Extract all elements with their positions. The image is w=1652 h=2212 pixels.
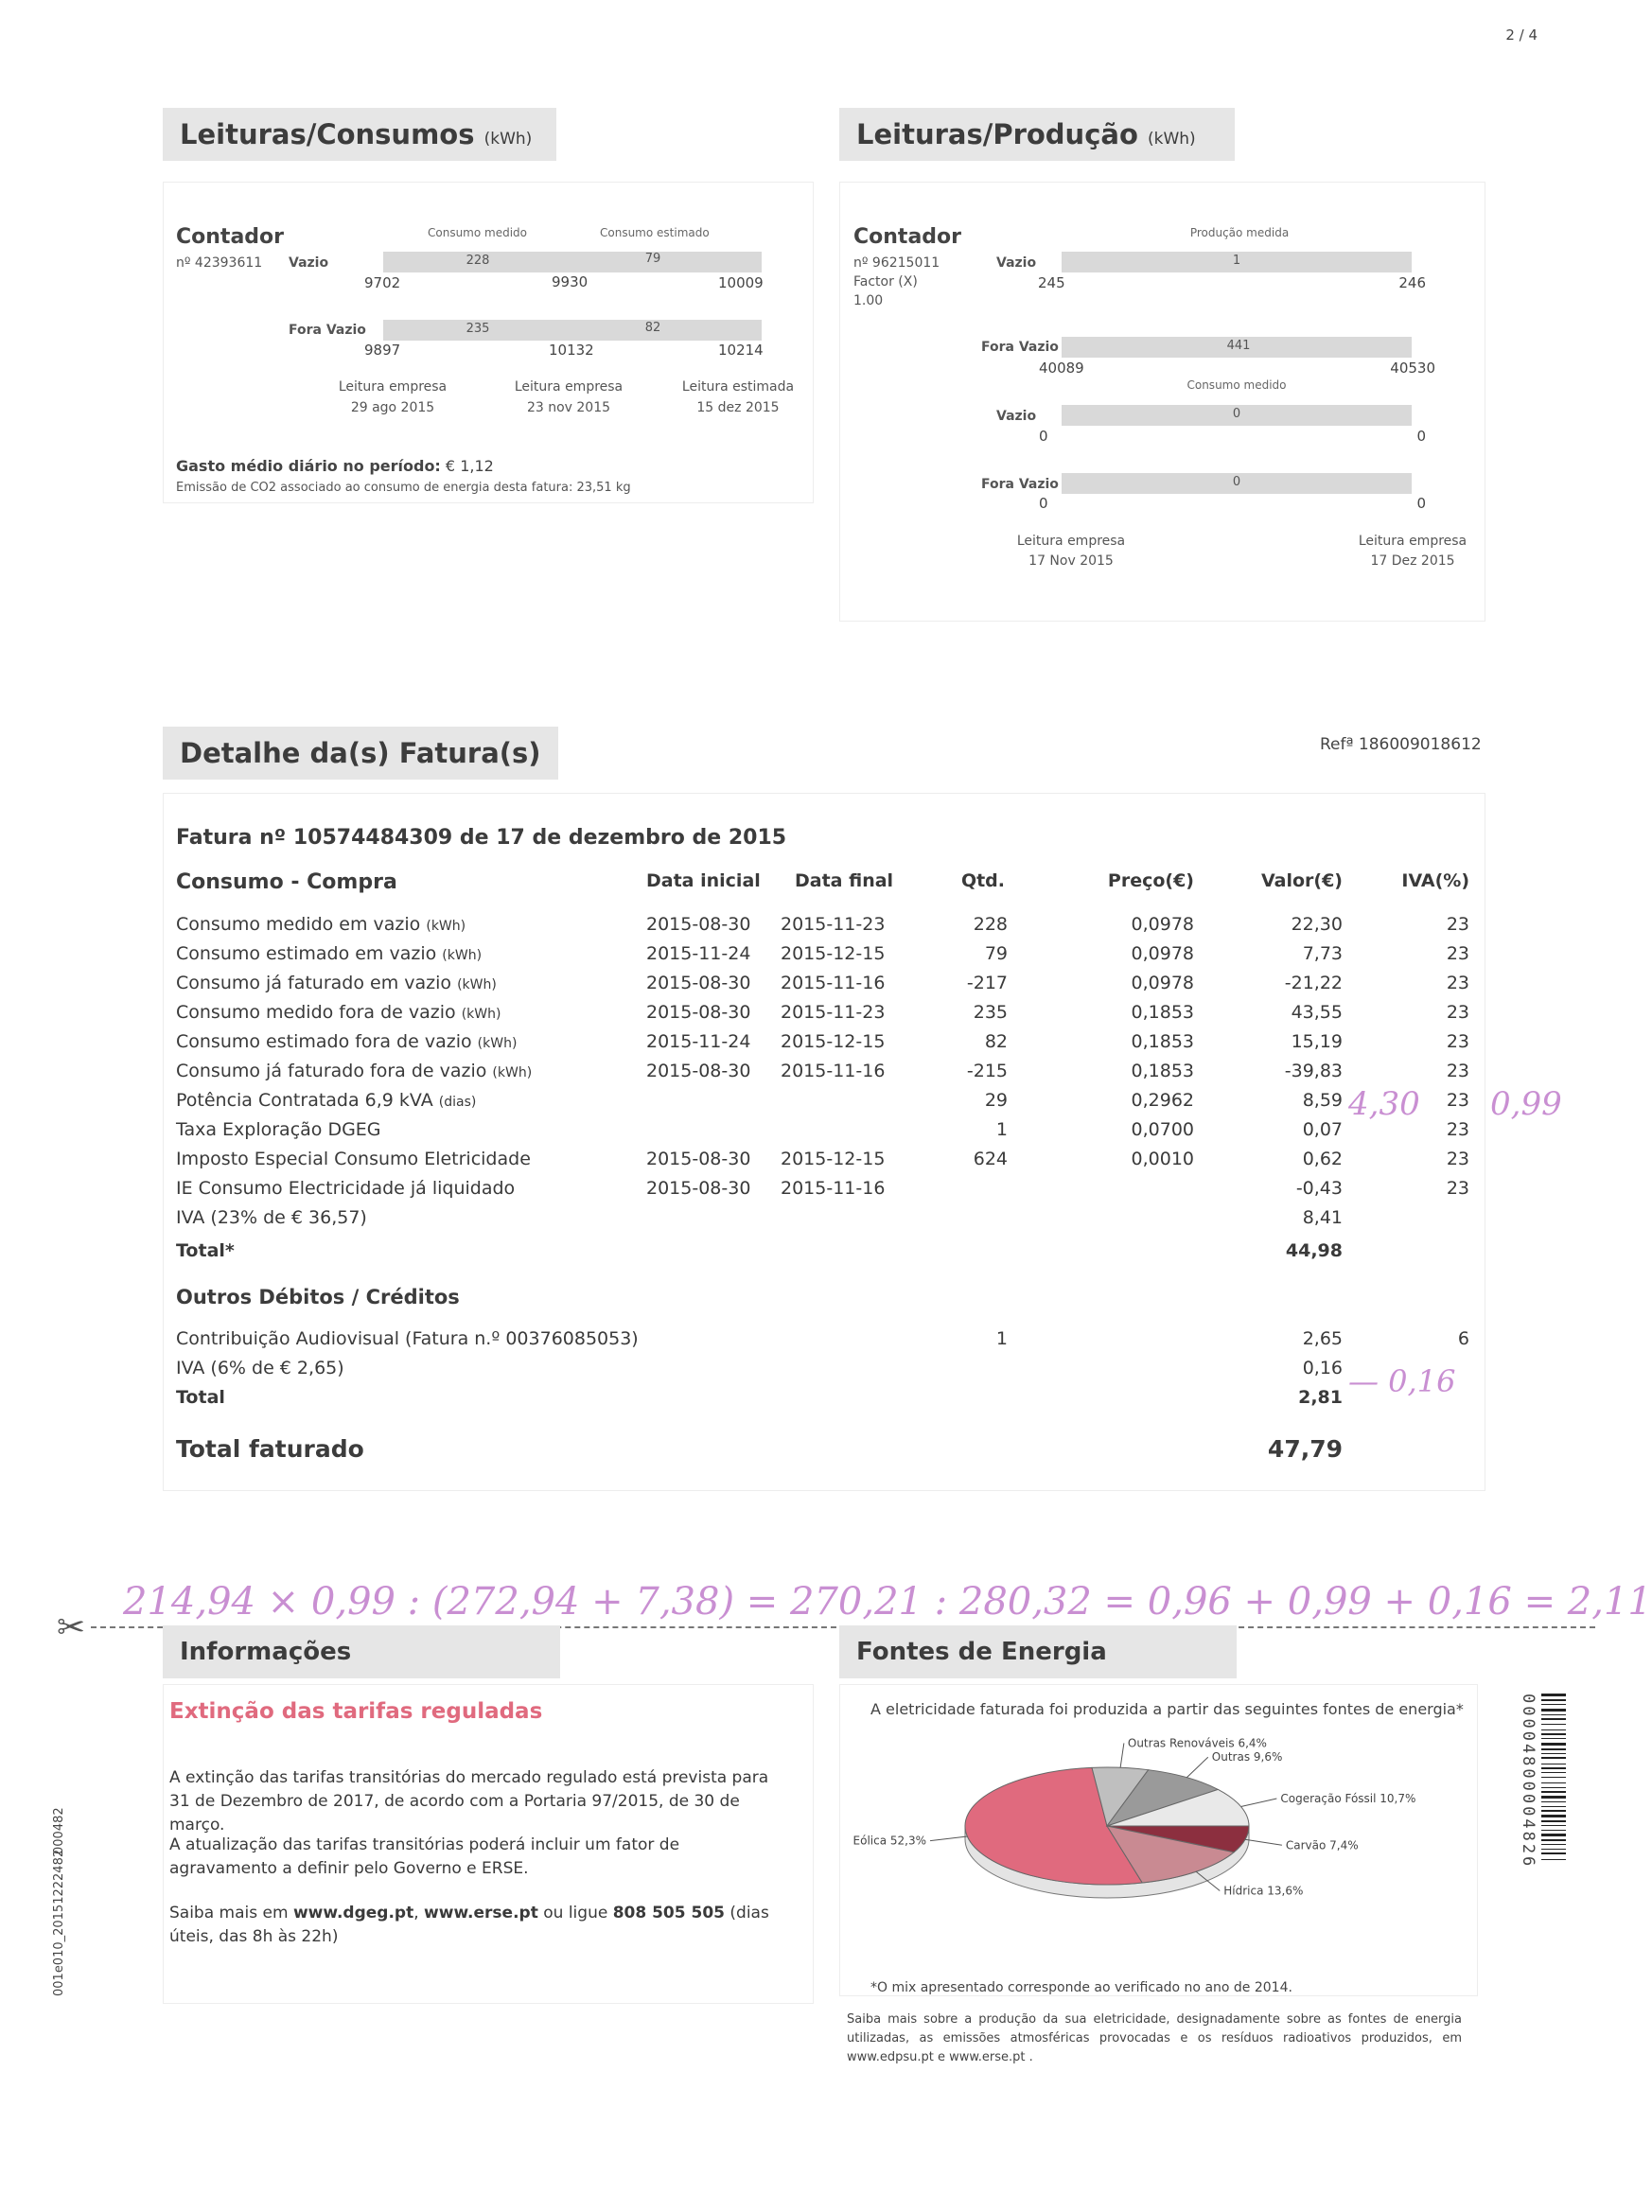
- producao-reading-date: 17 Nov 2015: [1028, 553, 1114, 569]
- pie-label: Hídrica 13,6%: [1223, 1884, 1304, 1898]
- row-start-date: 2015-08-30: [646, 914, 751, 935]
- pie-leader-line: [1186, 1757, 1207, 1778]
- barcode-bar: [1541, 1796, 1566, 1799]
- consumos-bar: [383, 252, 762, 272]
- consumos-reading-date: 23 nov 2015: [526, 400, 611, 415]
- barcode-bar: [1541, 1815, 1566, 1817]
- row-price: 0,0978: [1131, 914, 1194, 935]
- table-row: [0, 1002, 1469, 1031]
- producao-meter-number: nº 96215011: [853, 255, 940, 271]
- co2-emission: Emissão de CO2 associado ao consumo de energia desta fatura: 23,51 kg: [176, 481, 631, 495]
- barcode-bar: [1541, 1791, 1566, 1793]
- consumos-meter-label: Contador: [176, 225, 284, 249]
- producao-reading-type: Leitura empresa: [1016, 534, 1126, 549]
- erse-link[interactable]: www.erse.pt: [424, 1904, 538, 1922]
- row-vat: 23: [1446, 1002, 1469, 1023]
- consumos-reading: 10132: [549, 342, 594, 359]
- outros-value: 0,16: [1302, 1358, 1343, 1378]
- row-start-date: 2015-08-30: [646, 1149, 751, 1169]
- barcode-bar: [1541, 1806, 1566, 1807]
- handwritten-note: 0,99: [1490, 1085, 1562, 1123]
- daily-average-label: Gasto médio diário no período:: [176, 457, 441, 475]
- producao-header-measured: Produção medida: [1189, 226, 1290, 239]
- table-row: [0, 1178, 1469, 1207]
- invoice-title: Fatura nº 10574484309 de 17 de dezembro de 2015: [176, 826, 787, 850]
- barcode-bar: [1541, 1777, 1566, 1778]
- row-start-date: 2015-08-30: [646, 1178, 751, 1199]
- row-end-date: 2015-11-23: [781, 914, 886, 935]
- consumos-reading-date: 29 ago 2015: [350, 400, 435, 415]
- row-end-date: 2015-11-16: [781, 973, 886, 993]
- pie-leader-line: [930, 1836, 967, 1841]
- consumos-row-label: Fora Vazio: [289, 323, 366, 338]
- row-description: [176, 1002, 501, 1023]
- outros-quantity: 1: [995, 1328, 1008, 1349]
- consumos-header-measured: Consumo medido: [428, 226, 528, 239]
- row-vat: 23: [1446, 914, 1469, 935]
- info-paragraph: A atualização das tarifas transitórias poderá incluir um fator de agravamento a definir pelo Governo e ERSE.: [169, 1835, 680, 1878]
- outros-total-value: 2,81: [1298, 1387, 1343, 1408]
- producao-end: 0: [1416, 428, 1426, 445]
- row-description: [176, 1031, 517, 1052]
- row-value: -0,43: [1295, 1178, 1343, 1199]
- producao-value: 0: [1232, 475, 1241, 489]
- producao-value: 441: [1226, 339, 1251, 353]
- producao-end: 40530: [1390, 360, 1435, 377]
- row-value: 0,62: [1302, 1149, 1343, 1169]
- row-description-text: Potência Contratada 6,9 kVA: [176, 1090, 433, 1111]
- outros-value: 2,65: [1302, 1328, 1343, 1349]
- row-description: [176, 973, 497, 993]
- consumos-reading-type: Leitura empresa: [338, 379, 448, 395]
- row-value: 8,59: [1302, 1090, 1343, 1111]
- pie-label: Carvão 7,4%: [1285, 1838, 1359, 1852]
- row-start-date: 2015-08-30: [646, 1002, 751, 1023]
- table-row: [0, 973, 1469, 1002]
- producao-title: [839, 108, 1235, 161]
- handwritten-formula: 214,94 × 0,99 : (272,94 + 7,38) = 270,21 : 280,32 = 0,96 + 0,99 + 0,16 = 2,11: [123, 1580, 1652, 1624]
- barcode-bars: [1541, 1694, 1566, 1977]
- producao-value: 1: [1232, 254, 1241, 268]
- row-end-date: 2015-12-15: [781, 1149, 886, 1169]
- row-quantity: 235: [973, 1002, 1008, 1023]
- page-number: 2 / 4: [1505, 26, 1538, 44]
- consumos-title: [163, 108, 556, 161]
- consumos-header-estimated: Consumo estimado: [600, 226, 710, 239]
- row-description: [176, 914, 466, 935]
- fontes-footer: Saiba mais sobre a produção da sua eletricidade, designadamente sobre as fontes de energia utilizadas, as emissões atmosféricas provocadas e os resíduos radioativos produzidos, em www.edpsu.pt e www.erse.pt .: [847, 2012, 1462, 2064]
- pie-label: Cogeração Fóssil 10,7%: [1280, 1791, 1416, 1805]
- col-start-date-header: Data inicial: [646, 870, 761, 891]
- row-vat: 23: [1446, 1090, 1469, 1111]
- barcode-bar: [1541, 1699, 1566, 1701]
- row-description: [176, 1090, 476, 1111]
- row-quantity: -217: [966, 973, 1008, 993]
- detalhe-title: Detalhe da(s) Fatura(s): [163, 727, 558, 780]
- row-unit: (kWh): [426, 919, 466, 934]
- consumos-reading: 10214: [718, 342, 764, 359]
- info-text: Saiba mais em: [169, 1904, 293, 1922]
- row-price: 0,1853: [1131, 1061, 1194, 1081]
- row-vat: 23: [1446, 1178, 1469, 1199]
- row-unit: (kWh): [457, 977, 497, 992]
- outros-row: [0, 1358, 1438, 1387]
- barcode-bar: [1541, 1830, 1566, 1831]
- barcode-bar: [1541, 1787, 1566, 1788]
- row-description-text: Consumo medido fora de vazio: [176, 1002, 456, 1023]
- producao-row-label: Fora Vazio: [981, 340, 1059, 355]
- consumos-reading: 9930: [552, 273, 589, 290]
- row-description: IVA (23% de € 36,57): [176, 1207, 367, 1228]
- row-end-date: 2015-12-15: [781, 943, 886, 964]
- barcode-bar: [1541, 1859, 1566, 1860]
- side-code-wrap: [52, 1845, 90, 2006]
- table-row: [0, 1149, 1469, 1178]
- row-quantity: 82: [984, 1031, 1008, 1052]
- info-title: Informações: [163, 1625, 560, 1678]
- info-text: (dias úteis, das 8h às 22h): [169, 1904, 769, 1946]
- row-price: 0,0700: [1131, 1119, 1194, 1140]
- row-start-date: 2015-11-24: [646, 943, 751, 964]
- row-start-date: 2015-08-30: [646, 973, 751, 993]
- row-value: -39,83: [1284, 1061, 1343, 1081]
- consumos-measured-value: 228: [466, 254, 490, 268]
- row-quantity: -215: [966, 1061, 1008, 1081]
- row-value: -21,22: [1284, 973, 1343, 993]
- row-description-text: Consumo já faturado em vazio: [176, 973, 452, 993]
- phone-number: 808 505 505: [612, 1904, 725, 1922]
- barcode-bar: [1541, 1825, 1566, 1826]
- daily-average: [176, 457, 494, 475]
- barcode-bar: [1541, 1738, 1566, 1739]
- barcode-bar: [1541, 1704, 1566, 1705]
- barcode-bar: [1541, 1753, 1566, 1754]
- row-value: 43,55: [1291, 1002, 1343, 1023]
- outros-total-row: [0, 1387, 1438, 1416]
- fontes-title: Fontes de Energia: [839, 1625, 1237, 1678]
- row-vat: 23: [1446, 1061, 1469, 1081]
- invoice-reference: Refª 186009018612: [1320, 735, 1482, 754]
- row-end-date: 2015-11-16: [781, 1061, 886, 1081]
- col-vat-header: IVA(%): [1401, 870, 1469, 891]
- barcode-bar: [1541, 1757, 1566, 1759]
- outros-description: IVA (6% de € 2,65): [176, 1358, 344, 1378]
- barcode-bar: [1541, 1852, 1566, 1854]
- dgeg-link[interactable]: www.dgeg.pt: [292, 1904, 414, 1922]
- info-paragraph: A extinção das tarifas transitórias do mercado regulado está prevista para 31 de Dezembro de 2017, de acordo com a Portaria 97/2015, de 30 de março.: [169, 1768, 769, 1835]
- barcode-bar: [1541, 1694, 1566, 1696]
- row-start-date: 2015-11-24: [646, 1031, 751, 1052]
- producao-reading-type: Leitura empresa: [1358, 534, 1467, 549]
- pie-label: Eólica 52,3%: [852, 1834, 927, 1848]
- daily-average-value: € 1,12: [445, 457, 494, 475]
- barcode-bar: [1541, 1772, 1566, 1773]
- outros-description: Contribuição Audiovisual (Fatura n.º 00376085053): [176, 1328, 639, 1349]
- row-unit: (kWh): [477, 1036, 518, 1051]
- row-price: 0,0978: [1131, 973, 1194, 993]
- producao-end: 246: [1398, 274, 1426, 291]
- barcode-bar: [1541, 1724, 1566, 1725]
- row-description-text: Consumo estimado em vazio: [176, 943, 437, 964]
- row-value: 22,30: [1291, 914, 1343, 935]
- row-unit: (kWh): [442, 948, 483, 963]
- info-text: ,: [413, 1904, 425, 1922]
- fontes-note: *O mix apresentado corresponde ao verificado no ano de 2014.: [870, 1980, 1292, 1995]
- table-row: [0, 943, 1469, 973]
- row-price: 0,1853: [1131, 1031, 1194, 1052]
- handwritten-note: — 0,16: [1348, 1363, 1456, 1399]
- barcode-bar: [1541, 1743, 1566, 1746]
- row-value: 15,19: [1291, 1031, 1343, 1052]
- row-end-date: 2015-11-16: [781, 1178, 886, 1199]
- consumos-row-label: Vazio: [289, 255, 329, 271]
- producao-end: 0: [1416, 495, 1426, 512]
- outros-total-label: Total: [176, 1387, 225, 1408]
- row-vat: 23: [1446, 1149, 1469, 1169]
- energy-mix-pie-chart: [852, 1736, 1457, 1930]
- row-description-text: Consumo já faturado fora de vazio: [176, 1061, 487, 1081]
- total-label: Total*: [176, 1240, 235, 1261]
- row-price: 0,0010: [1131, 1149, 1194, 1169]
- consumos-estimated-value: 82: [644, 321, 661, 335]
- total-faturado-label: Total faturado: [176, 1435, 364, 1463]
- scissors-icon: ✂: [57, 1608, 86, 1647]
- row-description: [176, 1061, 532, 1081]
- col-value-header: Valor(€): [1260, 870, 1343, 891]
- producao-header-consumption: Consumo medido: [1186, 378, 1287, 392]
- consumos-reading-type: Leitura empresa: [514, 379, 624, 395]
- row-unit: (kWh): [492, 1065, 533, 1080]
- side-code: 001e010_20151222482: [52, 1849, 66, 1996]
- outros-row: [0, 1328, 1469, 1358]
- info-text: ou ligue: [537, 1904, 613, 1922]
- producao-meter-label: Contador: [853, 225, 961, 249]
- table-row: [0, 1119, 1469, 1149]
- row-description: Taxa Exploração DGEG: [176, 1119, 381, 1140]
- row-price: 0,1853: [1131, 1002, 1194, 1023]
- row-unit: (kWh): [461, 1007, 501, 1022]
- consumos-reading-date: 15 dez 2015: [696, 400, 780, 415]
- row-vat: 23: [1446, 973, 1469, 993]
- row-vat: 23: [1446, 943, 1469, 964]
- table-row: [0, 914, 1469, 943]
- consumos-bar: [383, 320, 762, 341]
- row-quantity: 79: [984, 943, 1008, 964]
- barcode-bar: [1541, 1844, 1566, 1845]
- row-quantity: 624: [973, 1149, 1008, 1169]
- producao-factor-label: Factor (X): [853, 274, 918, 290]
- producao-start: 0: [1039, 495, 1048, 512]
- row-vat: 23: [1446, 1031, 1469, 1052]
- col-price-header: Preço(€): [1107, 870, 1194, 891]
- barcode-bar: [1541, 1839, 1566, 1841]
- barcode-bar: [1541, 1729, 1566, 1730]
- row-value: 0,07: [1302, 1119, 1343, 1140]
- barcode-bar: [1541, 1834, 1566, 1836]
- producao-start: 0: [1039, 428, 1048, 445]
- barcode-digits: 00004800004826: [1519, 1694, 1538, 1870]
- table-row: [0, 1031, 1469, 1061]
- consumos-title-text: Leituras/Consumos: [180, 118, 475, 150]
- producao-reading-date: 17 Dez 2015: [1370, 553, 1455, 569]
- row-quantity: 228: [973, 914, 1008, 935]
- table-header: [0, 870, 1469, 900]
- row-unit: (dias): [438, 1095, 477, 1110]
- info-heading: Extinção das tarifas reguladas: [169, 1699, 543, 1724]
- producao-value: 0: [1232, 407, 1241, 421]
- barcode-bar: [1541, 1849, 1566, 1850]
- consumos-reading: 9897: [364, 342, 401, 359]
- barcode-bar: [1541, 1718, 1566, 1720]
- producao-start: 245: [1038, 274, 1065, 291]
- barcode-bar: [1541, 1810, 1566, 1812]
- row-description: Imposto Especial Consumo Eletricidade: [176, 1149, 531, 1169]
- consumos-reading: 10009: [718, 274, 764, 291]
- row-price: 0,2962: [1131, 1090, 1194, 1111]
- total-faturado-value: 47,79: [1267, 1435, 1343, 1463]
- producao-factor-value: 1.00: [853, 293, 884, 308]
- barcode: [1519, 1694, 1566, 1977]
- outros-title: Outros Débitos / Créditos: [176, 1286, 460, 1308]
- total-row: [0, 1240, 1438, 1270]
- row-value: 7,73: [1302, 943, 1343, 964]
- row-vat: 23: [1446, 1119, 1469, 1140]
- table-row: [0, 1061, 1469, 1090]
- row-description-text: Consumo estimado fora de vazio: [176, 1031, 472, 1052]
- pie-leader-line: [1245, 1839, 1282, 1845]
- row-end-date: 2015-11-23: [781, 1002, 886, 1023]
- row-value: 8,41: [1302, 1207, 1343, 1228]
- consumos-meter-number: nº 42393611: [176, 255, 263, 271]
- producao-unit: (kWh): [1148, 130, 1196, 149]
- row-description: IE Consumo Electricidade já liquidado: [176, 1178, 516, 1199]
- fontes-intro: A eletricidade faturada foi produzida a partir das seguintes fontes de energia*: [870, 1700, 1464, 1718]
- row-description-text: Consumo medido em vazio: [176, 914, 421, 935]
- barcode-bar: [1541, 1801, 1566, 1802]
- info-paragraph: [169, 1902, 784, 1949]
- producao-row-label: Fora Vazio: [981, 477, 1059, 492]
- consumos-reading: 9702: [364, 274, 401, 291]
- pie-label: Outras 9,6%: [1211, 1750, 1283, 1764]
- barcode-bar: [1541, 1733, 1566, 1735]
- barcode-bar: [1541, 1820, 1566, 1822]
- row-quantity: 29: [984, 1090, 1008, 1111]
- barcode-bar: [1541, 1767, 1566, 1769]
- consumos-estimated-value: 79: [644, 252, 661, 266]
- table-row: [0, 1090, 1469, 1119]
- barcode-bar: [1541, 1709, 1566, 1712]
- barcode-bar: [1541, 1748, 1566, 1750]
- producao-title-text: Leituras/Produção: [856, 118, 1138, 150]
- handwritten-note: 4,30: [1348, 1085, 1420, 1123]
- consumos-unit: (kWh): [483, 130, 533, 149]
- row-start-date: 2015-08-30: [646, 1061, 751, 1081]
- table-row: [0, 1207, 1438, 1237]
- pie-label: Outras Renováveis 6,4%: [1127, 1736, 1267, 1750]
- row-end-date: 2015-12-15: [781, 1031, 886, 1052]
- consumos-reading-type: Leitura estimada: [681, 379, 795, 395]
- col-description-header: Consumo - Compra: [176, 870, 397, 894]
- producao-start: 40089: [1039, 360, 1084, 377]
- barcode-bar: [1541, 1782, 1566, 1783]
- producao-row-label: Vazio: [996, 255, 1037, 271]
- consumos-measured-value: 235: [466, 322, 490, 336]
- outros-vat: 6: [1457, 1328, 1469, 1349]
- producao-row-label: Vazio: [996, 409, 1037, 424]
- col-end-date-header: Data final: [795, 870, 894, 891]
- row-quantity: 1: [995, 1119, 1008, 1140]
- row-description: [176, 943, 482, 964]
- pie-leader-line: [1241, 1799, 1277, 1807]
- row-price: 0,0978: [1131, 943, 1194, 964]
- side-code: 000482: [52, 1807, 66, 1854]
- col-quantity-header: Qtd.: [960, 870, 1005, 891]
- total-value: 44,98: [1285, 1240, 1343, 1261]
- barcode-bar: [1541, 1714, 1566, 1715]
